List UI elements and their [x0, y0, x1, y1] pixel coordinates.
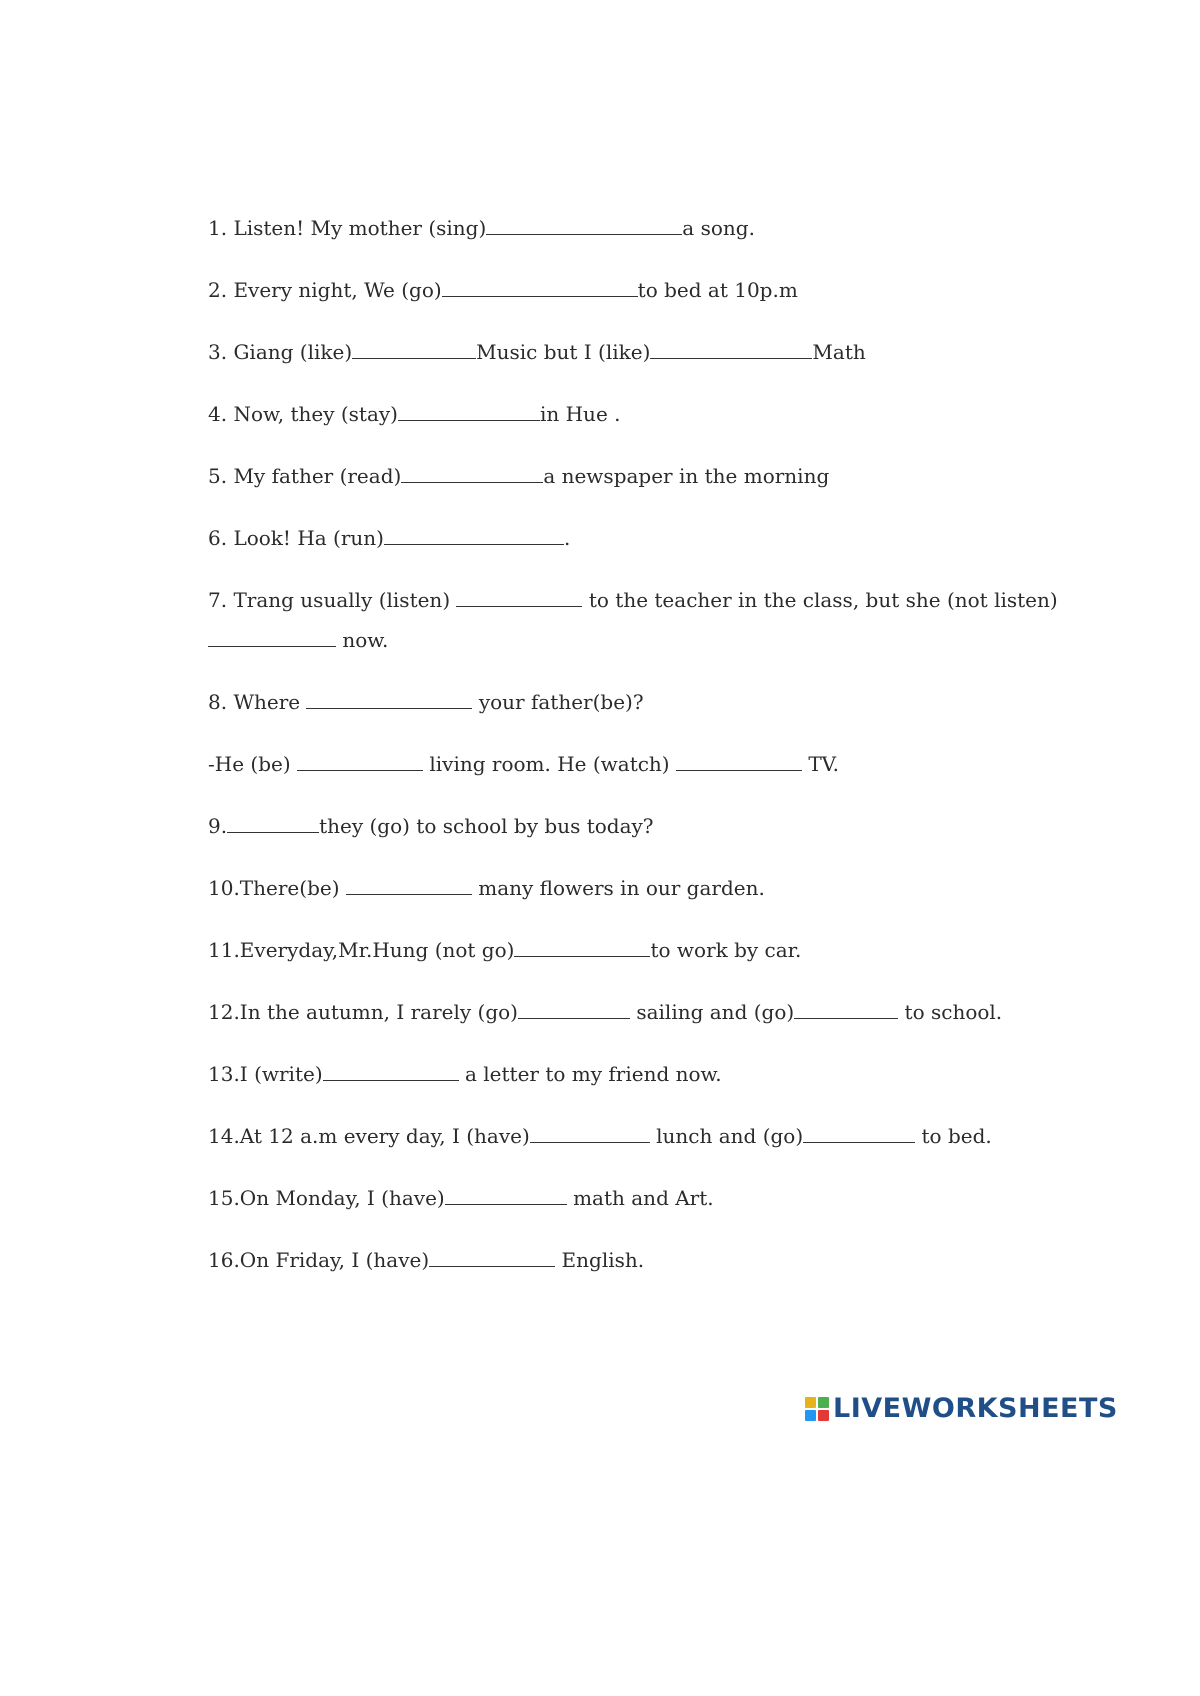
answer-blank[interactable]	[445, 1186, 567, 1205]
exercise-15	[208, 1186, 714, 1210]
exercise-text: many flowers in our garden.	[478, 876, 765, 900]
exercise-text: 15.On Monday, I (have)	[208, 1186, 445, 1210]
exercise-text: 4. Now, they (stay)	[208, 402, 398, 426]
exercise-3	[208, 340, 866, 364]
exercise-16	[208, 1248, 644, 1272]
exercise-text: to the teacher in the class, but she (not listen)	[588, 588, 1058, 612]
exercise-text: .	[563, 526, 571, 550]
exercise-text: 5. My father (read)	[208, 464, 402, 488]
exercise-text: 1. Listen! My mother (sing)	[208, 216, 487, 240]
exercise-text: a newspaper in the morning	[543, 464, 830, 488]
exercise-text: 10.There(be)	[208, 876, 340, 900]
exercise-text: now.	[342, 628, 389, 652]
exercise-4	[208, 402, 621, 426]
exercise-text: your father(be)?	[478, 690, 644, 714]
exercise-text: to bed at 10p.m	[637, 278, 798, 302]
exercise-10	[208, 876, 765, 900]
answer-blank[interactable]	[514, 938, 650, 957]
answer-blank[interactable]	[401, 464, 543, 483]
answer-blank[interactable]	[384, 526, 564, 545]
answer-blank[interactable]	[297, 752, 423, 771]
answer-blank[interactable]	[456, 588, 582, 607]
liveworksheets-logo	[805, 1393, 1118, 1424]
exercise-text: 12.In the autumn, I rarely (go)	[208, 1000, 518, 1024]
exercise-text: 8. Where	[208, 690, 301, 714]
answer-blank[interactable]	[323, 1062, 459, 1081]
exercise-text: in Hue .	[539, 402, 621, 426]
exercise-text: 16.On Friday, I (have)	[208, 1248, 430, 1272]
exercise-text: 13.I (write)	[208, 1062, 323, 1086]
exercise-text: to work by car.	[650, 938, 802, 962]
exercise-text: 14.At 12 a.m every day, I (have)	[208, 1124, 530, 1148]
answer-blank[interactable]	[429, 1248, 555, 1267]
exercise-text: -He (be)	[208, 752, 291, 776]
answer-blank[interactable]	[442, 278, 638, 297]
exercise-text: English.	[561, 1248, 645, 1272]
answer-blank[interactable]	[208, 628, 336, 647]
exercise-text: TV.	[808, 752, 839, 776]
answer-blank[interactable]	[794, 1000, 898, 1019]
answer-blank[interactable]	[518, 1000, 630, 1019]
answer-blank[interactable]	[306, 690, 472, 709]
answer-blank[interactable]	[530, 1124, 650, 1143]
exercise-text: lunch and (go)	[656, 1124, 804, 1148]
exercise-text: 9.	[208, 814, 228, 838]
exercise-text: 7. Trang usually (listen)	[208, 588, 451, 612]
answer-blank[interactable]	[676, 752, 802, 771]
exercise-text: 2. Every night, We (go)	[208, 278, 442, 302]
exercise-8	[208, 690, 644, 714]
exercise-5	[208, 464, 829, 488]
exercise-1	[208, 216, 755, 240]
exercise-text: a letter to my friend now.	[464, 1062, 722, 1086]
logo-text: LIVEWORKSHEETS	[833, 1393, 1118, 1424]
exercise-text: 11.Everyday,Mr.Hung (not go)	[208, 938, 515, 962]
answer-blank[interactable]	[486, 216, 682, 235]
exercise-7-continued	[208, 628, 388, 652]
exercise-2	[208, 278, 798, 302]
exercise-14	[208, 1124, 992, 1148]
answer-blank[interactable]	[227, 814, 319, 833]
exercise-text: to bed.	[921, 1124, 992, 1148]
exercise-text: they (go) to school by bus today?	[319, 814, 654, 838]
exercise-6	[208, 526, 570, 550]
exercise-7	[208, 588, 1058, 612]
exercise-text: math and Art.	[573, 1186, 714, 1210]
exercise-text: to school.	[904, 1000, 1003, 1024]
exercise-9	[208, 814, 654, 838]
exercise-text: sailing and (go)	[636, 1000, 795, 1024]
answer-blank[interactable]	[346, 876, 472, 895]
answer-blank[interactable]	[352, 340, 476, 359]
answer-blank[interactable]	[650, 340, 812, 359]
exercise-text: a song.	[682, 216, 755, 240]
exercise-12	[208, 1000, 1002, 1024]
exercise-11	[208, 938, 801, 962]
exercise-13	[208, 1062, 722, 1086]
exercise-text: 6. Look! Ha (run)	[208, 526, 384, 550]
exercise-8-answer	[208, 752, 839, 776]
answer-blank[interactable]	[398, 402, 540, 421]
exercise-text: 3. Giang (like)	[208, 340, 353, 364]
exercise-text: living room. He (watch)	[429, 752, 670, 776]
exercise-text: Math	[812, 340, 866, 364]
blocks-icon	[805, 1397, 829, 1421]
answer-blank[interactable]	[803, 1124, 915, 1143]
exercise-text: Music but I (like)	[476, 340, 651, 364]
